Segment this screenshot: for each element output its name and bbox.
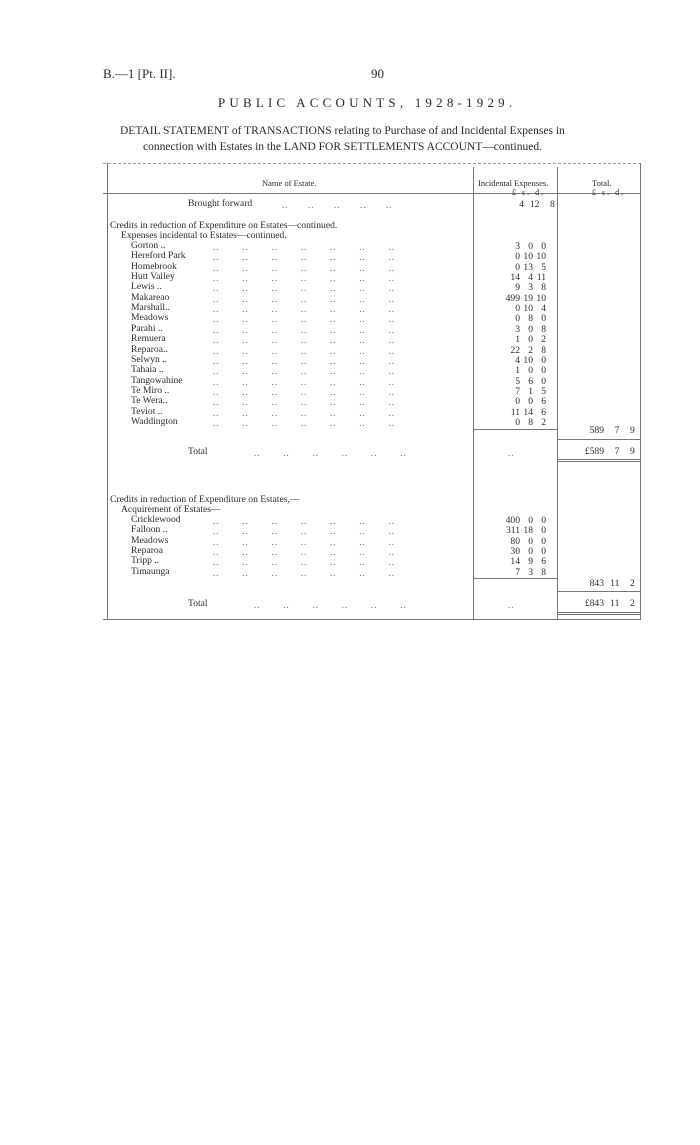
section-1-total-incidental: .. — [508, 448, 515, 458]
leader-dots: .. .. .. .. .. .. .. — [213, 397, 395, 408]
leader-dots: .. .. .. .. .. .. .. — [213, 407, 395, 418]
amount-shillings: 8 — [528, 313, 533, 325]
estate-amount — [498, 376, 546, 387]
amount-pounds: 22 — [510, 344, 520, 356]
table-bottom-rule — [103, 619, 641, 620]
amount-pence: 0 — [541, 313, 546, 325]
amount-pounds: 9 — [515, 282, 520, 294]
amount-pence: 2 — [541, 334, 546, 346]
amount-pounds: 11 — [510, 406, 520, 418]
amount-shillings: 3 — [528, 566, 533, 578]
estate-name: Falloon .. — [131, 524, 168, 536]
amount-pence: 11 — [536, 272, 546, 284]
table-top-rule — [103, 163, 641, 164]
leader-dots: .. .. .. .. .. .. .. — [213, 567, 395, 578]
amount-pounds: 7 — [515, 566, 520, 578]
amount-pence: 8 — [541, 323, 546, 335]
amount-shillings: 2 — [528, 344, 533, 356]
amount-shillings: 8 — [528, 416, 533, 428]
estate-name: Timaunga — [131, 565, 170, 577]
amount-shillings: 6 — [528, 375, 533, 387]
leader-dots: .. .. .. .. .. .. .. — [213, 283, 395, 294]
leader-dots: .. .. .. .. .. .. .. — [213, 366, 395, 377]
statement-heading-line-2 — [143, 141, 673, 153]
amount-pence: 8 — [541, 344, 546, 356]
estate-name: Teviot .. — [131, 405, 163, 417]
estate-name: Hereford Park — [131, 250, 186, 262]
estate-amount — [498, 546, 546, 557]
amount-shillings: 3 — [528, 282, 533, 294]
estate-name: Tangowahine — [131, 374, 183, 386]
estate-amount — [498, 241, 546, 252]
column-divider-incidental — [473, 167, 474, 619]
estate-name: Hutt Valley — [131, 271, 175, 283]
amount-pounds: 0 — [515, 251, 520, 263]
amount-pounds: 0 — [515, 416, 520, 428]
leader-dots: .. .. .. .. .. .. .. — [213, 304, 395, 315]
amount-shillings: 0 — [528, 535, 533, 547]
column-header-name: Name of Estate. — [262, 178, 317, 188]
amount-pence: 0 — [541, 546, 546, 558]
double-rule — [558, 612, 640, 613]
amount-pounds: 5 — [515, 375, 520, 387]
amount-pence: 4 — [541, 303, 546, 315]
estate-amount — [498, 262, 546, 273]
leader-dots: .. .. .. .. .. .. .. — [213, 557, 395, 568]
column-divider-total — [557, 167, 558, 619]
amount-shillings: 0 — [528, 365, 533, 377]
estate-name: Waddington — [131, 415, 178, 427]
estate-amount — [498, 282, 546, 293]
amount-pounds: 0 — [515, 313, 520, 325]
amount-pounds: 1 — [515, 334, 520, 346]
section-1-total-rule — [558, 439, 640, 440]
estate-name: Tahaia .. — [131, 364, 164, 376]
amount-pounds: 0 — [515, 303, 520, 315]
amount-shillings: 0 — [528, 396, 533, 408]
section-1-total-label: Total — [188, 446, 208, 457]
estate-amount — [498, 417, 546, 428]
estate-amount — [498, 355, 546, 366]
estate-name: Reparoa.. — [131, 343, 168, 355]
estate-name: Remuera — [131, 333, 166, 345]
amount-pounds: 14 — [510, 272, 520, 284]
leader-dots: .. .. .. .. .. .. .. — [213, 526, 395, 537]
leader-dots: .. .. .. .. .. .. .. — [213, 242, 395, 252]
estate-amount — [498, 556, 546, 567]
amount-shillings: 13 — [523, 261, 533, 273]
amount-pence: 6 — [541, 406, 546, 418]
amount-pence: 6 — [541, 556, 546, 568]
section-2-heading: Credits in reduction of Expenditure on Estates,— — [110, 494, 300, 505]
amount-pence: 9 — [630, 425, 635, 436]
section-1-sum-rule — [474, 429, 557, 430]
amount-pence: 0 — [541, 241, 546, 252]
estate-amount — [498, 525, 546, 536]
amount-pence: 9 — [630, 446, 635, 457]
estate-amount — [498, 407, 546, 418]
amount-pounds: 1 — [515, 365, 520, 377]
estate-amount — [498, 386, 546, 397]
section-2-sum-rule — [474, 578, 557, 579]
left-border — [107, 163, 108, 620]
amount-shillings: 1 — [528, 385, 533, 397]
amount-pence: 0 — [541, 515, 546, 526]
amount-pounds: 4 — [519, 199, 524, 210]
amount-pounds: 3 — [515, 241, 520, 252]
estate-name: Tripp .. — [131, 555, 160, 567]
amount-pounds: 80 — [510, 535, 520, 547]
amount-shillings: 0 — [528, 515, 533, 526]
estate-name: Te Miro .. — [131, 384, 170, 396]
right-border — [640, 163, 641, 620]
amount-pounds: 400 — [505, 515, 520, 526]
page-title: PUBLIC ACCOUNTS, 1928-1929. — [218, 95, 517, 110]
estate-name: Meadows — [131, 534, 169, 546]
amount-pence: 0 — [541, 525, 546, 537]
leader-dots: .. .. .. .. .. .. .. — [213, 345, 395, 356]
amount-pence: 2 — [630, 598, 635, 609]
estate-amount — [498, 515, 546, 526]
amount-pence: 0 — [541, 354, 546, 366]
header-rule — [103, 193, 641, 194]
amount-pounds: £843 — [584, 598, 604, 609]
amount-pence: 5 — [541, 385, 546, 397]
leader-dots: .. .. .. .. .. .. .. — [213, 516, 395, 526]
brought-forward-amount — [502, 199, 555, 210]
estate-name: Homebrook — [131, 260, 177, 272]
section-2-total — [578, 598, 635, 609]
amount-shillings: 4 — [528, 272, 533, 284]
double-rule — [558, 461, 640, 462]
estate-name: Selwyn .. — [131, 353, 167, 365]
section-2-total-label: Total — [188, 598, 208, 609]
section-1-subtotal — [582, 425, 635, 436]
estate-name: Parahi .. — [131, 322, 163, 334]
leader-dots: .. .. .. .. .. .. .. — [213, 376, 395, 387]
column-header-incidental: Incidental Expenses. — [478, 178, 549, 188]
estate-amount — [498, 345, 546, 356]
column-header-total: Total. — [592, 178, 612, 188]
estate-amount — [498, 251, 546, 262]
amount-pence: 0 — [541, 375, 546, 387]
amount-shillings: 10 — [523, 354, 533, 366]
leader-dots: .. .. .. .. .. .. .. — [213, 293, 395, 304]
leader-dots: .. .. .. .. .. .. .. — [213, 386, 395, 397]
amount-pence: 2 — [630, 578, 635, 589]
estate-amount — [498, 303, 546, 314]
amount-shillings: 0 — [528, 323, 533, 335]
amount-pounds: £589 — [584, 446, 604, 457]
total-units: £ s. d. — [592, 188, 626, 197]
leader-dots: .. .. .. .. .. .. .. — [213, 252, 395, 263]
section-2-subtotal — [582, 578, 635, 589]
amount-pounds: 843 — [589, 578, 604, 589]
statement-heading-line-1: DETAIL STATEMENT of TRANSACTIONS relating to Purchase of and Incidental Expenses in — [120, 125, 565, 137]
amount-pounds: 0 — [515, 261, 520, 273]
amount-pounds: 3 — [515, 323, 520, 335]
amount-shillings: 0 — [528, 241, 533, 252]
amount-pence: 5 — [541, 261, 546, 273]
amount-shillings: 0 — [528, 334, 533, 346]
amount-shillings: 7 — [614, 446, 620, 457]
section-2-total-incidental: .. — [508, 600, 515, 610]
leader-dots: .. .. .. .. .. — [282, 200, 393, 210]
amount-shillings: 19 — [523, 292, 533, 304]
amount-shillings: 11 — [610, 598, 620, 609]
section-1-heading-text: Credits in reduction of Expenditure on Estates—continued. — [110, 220, 338, 231]
double-rule — [558, 614, 640, 615]
amount-shillings: 14 — [523, 406, 533, 418]
amount-pence: 8 — [541, 566, 546, 578]
estate-name: Meadows — [131, 312, 169, 324]
estate-amount — [498, 567, 546, 578]
estate-amount — [498, 334, 546, 345]
estate-amount — [498, 313, 546, 324]
amount-shillings: 18 — [523, 525, 533, 537]
amount-pounds: 7 — [515, 385, 520, 397]
brought-forward-label: Brought forward — [188, 198, 253, 209]
estate-name: Marshall.. — [131, 302, 170, 314]
section-1-subheading: Expenses incidental to Estates—continued. — [121, 230, 287, 241]
leader-dots: .. .. .. .. .. .. — [254, 600, 407, 610]
leader-dots: .. .. .. .. .. .. .. — [213, 417, 395, 428]
amount-pence: 2 — [541, 416, 546, 428]
estate-amount — [498, 324, 546, 335]
amount-shillings: 0 — [528, 546, 533, 558]
estate-amount — [498, 365, 546, 376]
amount-shillings: 12 — [529, 199, 540, 210]
amount-pounds: 14 — [510, 556, 520, 568]
estate-amount — [498, 293, 546, 304]
estate-name: Cricklewood — [131, 514, 181, 525]
leader-dots: .. .. .. .. .. .. .. — [213, 324, 395, 335]
leader-dots: .. .. .. .. .. .. — [254, 448, 407, 458]
amount-pounds: 589 — [589, 425, 604, 436]
amount-pence: 10 — [536, 251, 546, 263]
estate-name: Makareao — [131, 291, 170, 303]
amount-shillings: 10 — [523, 251, 533, 263]
amount-pounds: 0 — [515, 396, 520, 408]
amount-shillings: 11 — [610, 578, 620, 589]
statement-heading-text: connection with Estates in the LAND FOR SETTLEMENTS ACCOUNT—continued. — [143, 141, 542, 153]
incidental-units: £ s. d. — [512, 188, 546, 197]
estate-name: Lewis .. — [131, 281, 162, 293]
amount-shillings: 9 — [528, 556, 533, 568]
leader-dots: .. .. .. .. .. .. .. — [213, 314, 395, 325]
section-2-subheading: Acquirement of Estates— — [121, 504, 221, 515]
leader-dots: .. .. .. .. .. .. .. — [213, 355, 395, 366]
leader-dots: .. .. .. .. .. .. .. — [213, 547, 395, 558]
amount-shillings: 7 — [614, 425, 620, 436]
double-rule — [558, 459, 640, 460]
amount-pence: 6 — [541, 396, 546, 408]
leader-dots: .. .. .. .. .. .. .. — [213, 536, 395, 547]
amount-pounds: 30 — [510, 546, 520, 558]
amount-pence: 0 — [541, 365, 546, 377]
amount-pence: 0 — [541, 535, 546, 547]
amount-pence: 8 — [541, 282, 546, 294]
amount-pence: 10 — [536, 292, 546, 304]
estate-name: Reparoa — [131, 545, 163, 557]
amount-shillings: 10 — [523, 303, 533, 315]
leader-dots: .. .. .. .. .. .. .. — [213, 262, 395, 273]
amount-pounds: 499 — [505, 292, 520, 304]
leader-dots: .. .. .. .. .. .. .. — [213, 335, 395, 346]
estate-amount — [498, 536, 546, 547]
amount-pounds: 311 — [505, 525, 520, 537]
leader-dots: .. .. .. .. .. .. .. — [213, 273, 395, 284]
estate-amount — [498, 272, 546, 283]
amount-pence: 8 — [550, 199, 555, 210]
document-reference: B.—1 [Pt. II]. — [103, 66, 176, 81]
page-number: 90 — [371, 66, 384, 81]
estate-name: Gorton .. — [131, 240, 166, 251]
estate-name: Te Wera.. — [131, 395, 168, 407]
section-1-total — [578, 446, 635, 457]
estate-amount — [498, 396, 546, 407]
amount-pounds: 4 — [515, 354, 520, 366]
section-2-total-rule — [558, 591, 640, 592]
